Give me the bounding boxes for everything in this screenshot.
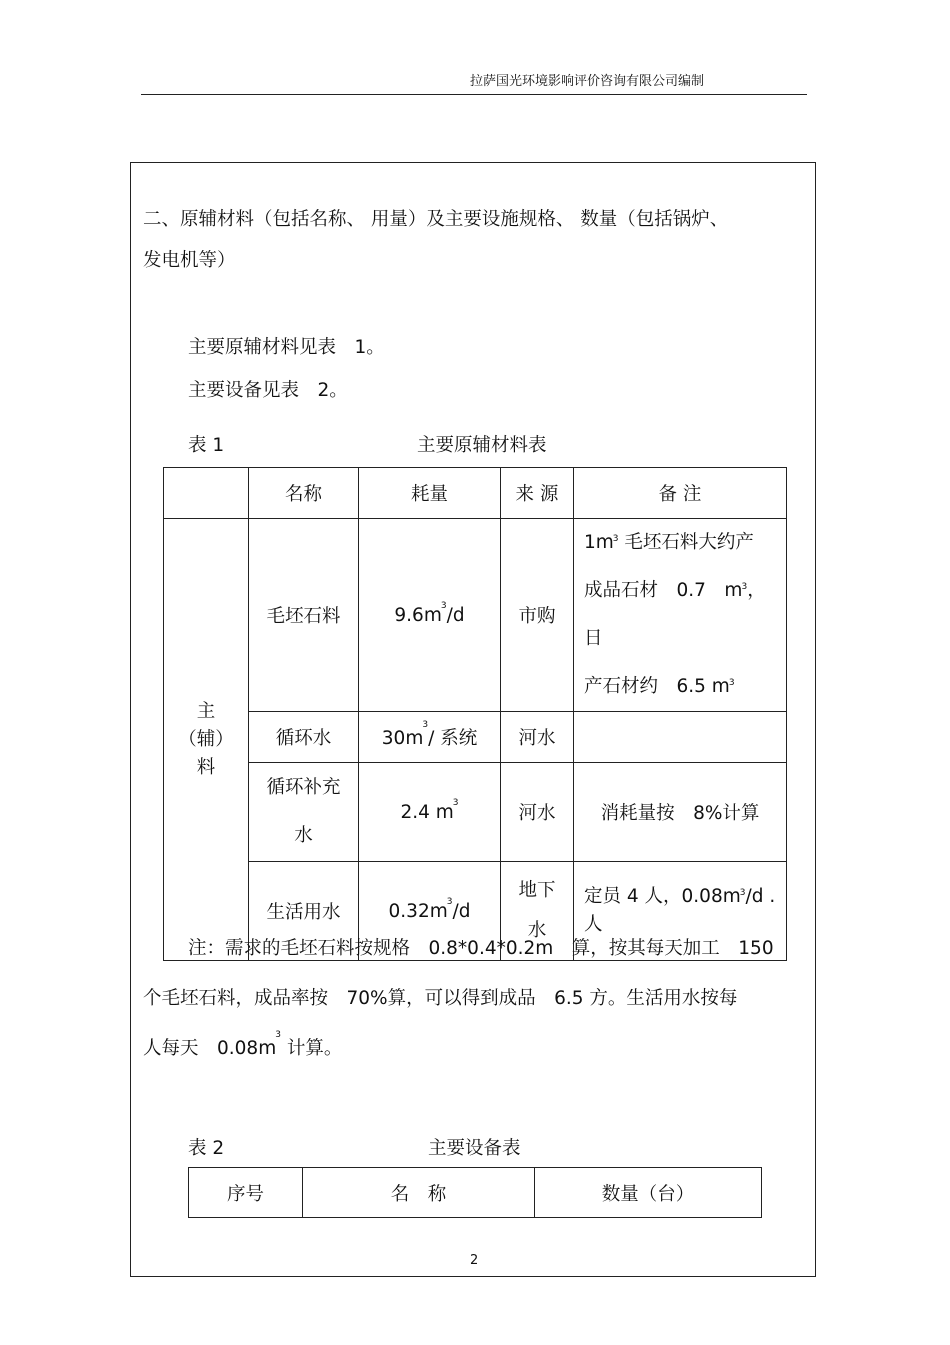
- table2-label: 表 2: [188, 1138, 225, 1159]
- section-heading-line1: 二、原辅材料（包括名称、 用量）及主要设施规格、 数量（包括锅炉、: [143, 209, 729, 230]
- header-cell: 数量（台）: [535, 1168, 762, 1218]
- table-row: [164, 763, 787, 862]
- header-cell: 序号: [189, 1168, 303, 1218]
- group-label: 料: [196, 756, 216, 778]
- material-source: 市购: [501, 519, 574, 712]
- material-name: 循环水: [249, 712, 359, 763]
- header-org: 拉萨国光环境影响评价咨询有限公司编制: [470, 74, 705, 89]
- material-amount: $30m^3/$ 系统: [359, 712, 501, 763]
- table-header-row: [164, 468, 787, 519]
- material-name: 生活用水: [249, 862, 359, 961]
- group-label: （辅）: [178, 728, 234, 750]
- header-cell: 来 源: [501, 468, 574, 519]
- section-heading-line2: 发电机等）: [143, 250, 236, 271]
- materials-table: [163, 467, 787, 961]
- note-line3: 人每天 $0.08m^3$ 计算。: [143, 1030, 343, 1059]
- para-equipment: 主要设备见表 2。: [188, 380, 348, 401]
- header-cell: 耗量: [359, 468, 501, 519]
- material-name: 毛坯石料: [249, 519, 359, 712]
- header-divider: [141, 94, 807, 95]
- material-source: 地下 水: [501, 862, 574, 961]
- material-amount: $0.32m^3/d$: [359, 862, 501, 961]
- header-cell: 名称: [249, 468, 359, 519]
- note-line2: 个毛坯石料，成品率按 70%算，可以得到成品 6.5 方。生活用水按每: [143, 988, 738, 1009]
- header-cell: 名 称: [303, 1168, 535, 1218]
- table1-title: 主要原辅材料表: [417, 435, 547, 456]
- material-note: 消耗量按 8%计算: [574, 763, 787, 862]
- material-name: 循环补充 水: [249, 763, 359, 862]
- material-source: 河水: [501, 712, 574, 763]
- header-cell: 备 注: [574, 468, 787, 519]
- material-amount: 2.4 $m^3$: [359, 763, 501, 862]
- note-line1: 注：需求的毛坯石料按规格 0.8*0.4*0.2m 算，按其每天加工 150: [188, 938, 774, 959]
- para-materials: 主要原辅材料见表 1。: [188, 337, 385, 358]
- material-note: $1m^3$ 毛坯石料大约产 成品石材 0.7 $m^3$， 日 产石材约 6.5 $m^3$: [574, 519, 787, 712]
- table-header-row: [189, 1168, 762, 1218]
- material-note: 定员 4 人，$0.08m^3/d$ . 人: [574, 862, 787, 961]
- header-cell: [164, 468, 249, 519]
- table1-label: 表 1: [188, 435, 225, 456]
- equipment-table: [188, 1167, 762, 1218]
- page-number: 2: [470, 1253, 479, 1268]
- material-note: [574, 712, 787, 763]
- material-amount: $9.6m^3/d$: [359, 519, 501, 712]
- material-source: 河水: [501, 763, 574, 862]
- table-row: [164, 712, 787, 763]
- group-cell: [164, 519, 249, 961]
- table-row: [164, 519, 787, 712]
- table2-title: 主要设备表: [428, 1138, 521, 1159]
- group-label: 主: [196, 700, 216, 722]
